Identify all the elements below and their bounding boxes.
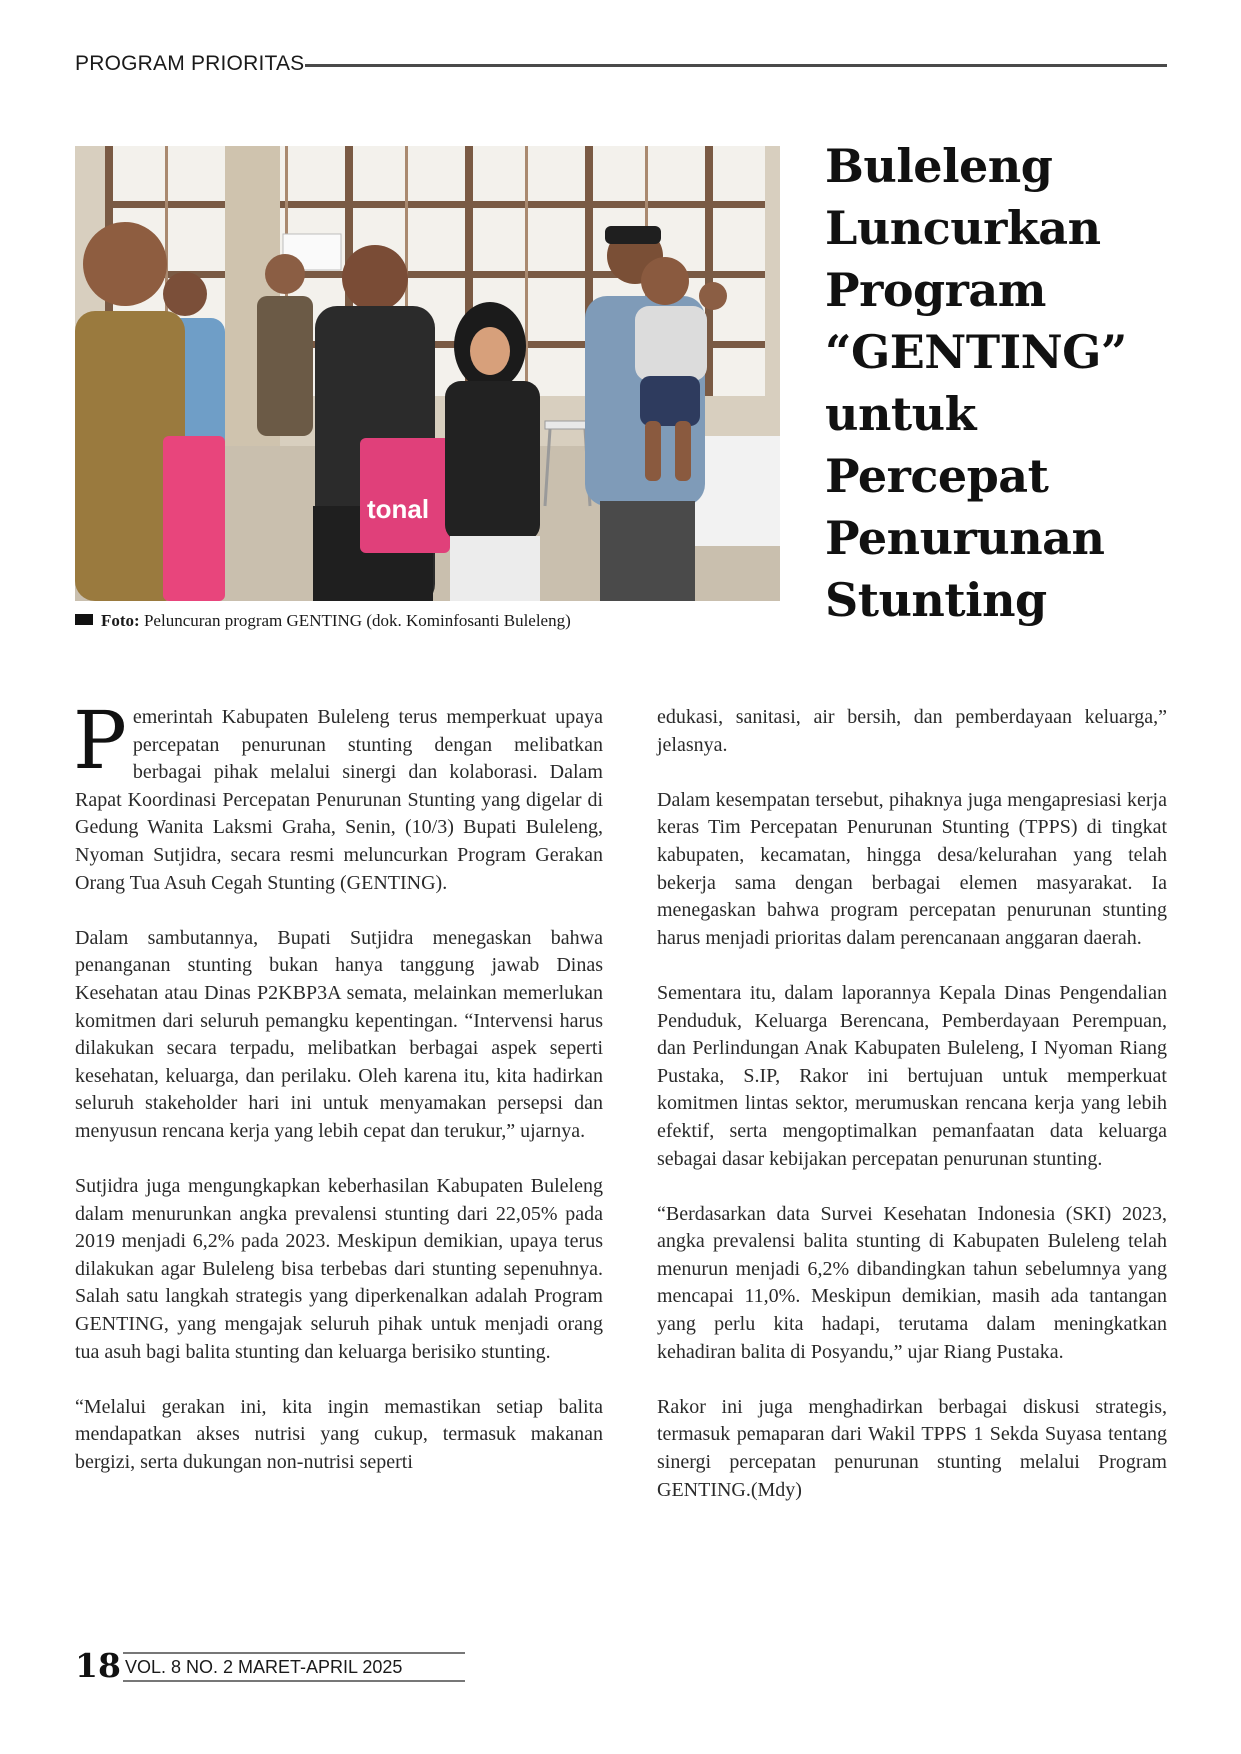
article-paragraph: “Melalui gerakan ini, kita ingin memastikan setiap balita mendapatkan akses nutrisi yang cukup, termasuk makanan bergizi, serta dukungan non-nutrisi seperti	[75, 1395, 603, 1474]
article-paragraph: “Berdasarkan data Survei Kesehatan Indonesia (SKI) 2023, angka prevalensi balita stunting di Kabupaten Buleleng telah menurun menjadi 6,2% dibandingkan tahun sebelumnya yang mencapai 11,0%. Meskipun demikian, masih ada tantangan yang perlu kita hadapi, terutama dalam meningkatkan kehadiran balita di Posyandu,” ujar Riang Pustaka.	[657, 1202, 1167, 1363]
article-headline: Buleleng Luncurkan Program “GENTING” untuk Percepat Penurunan Stunting	[825, 139, 1127, 627]
caption-label: Foto:	[101, 611, 140, 630]
caption-marker	[75, 614, 93, 625]
bag-print-text: tonal	[367, 494, 430, 524]
footer-divider-top	[123, 1652, 465, 1654]
article-paragraph: Dalam sambutannya, Bupati Sutjidra menegaskan bahwa penanganan stunting bukan hanya tanggung jawab Dinas Kesehatan atau Dinas P2KBP3A semata, melainkan memerlukan komitmen dari seluruh pemangku kepentingan. “Intervensi harus dilakukan secara terpadu, melibatkan berbagai aspek seperti kesehatan, keluarga, dan perilaku. Oleh karena itu, kita hadirkan seluruh stakeholder hari ini untuk menyamakan persepsi dan menyusun rencana kerja yang lebih cepat dan terukur,” ujarnya.	[75, 926, 603, 1142]
article-paragraph: Dalam kesempatan tersebut, pihaknya juga mengapresiasi kerja keras Tim Percepatan Penurunan Stunting (TPPS) di tingkat kabupaten, kecamatan, hingga desa/kelurahan yang telah bekerja sama dengan berbagai elemen masyarakat. Ia menegaskan bahwa program percepatan penurunan stunting harus menjadi prioritas dalam perencanaan anggaran daerah.	[657, 788, 1167, 949]
article-paragraph-intro	[73, 694, 603, 897]
section-divider	[305, 64, 1167, 67]
page-number: 18	[75, 1646, 121, 1685]
footer-divider-bottom	[123, 1680, 465, 1682]
article-photo	[75, 146, 780, 601]
article-paragraph: Rakor ini juga menghadirkan berbagai diskusi strategis, termasuk pemaparan dari Wakil TPPS 1 Sekda Suyasa tentang sinergi percepatan penurunan stunting melalui Program GENTING.(Mdy)	[657, 1395, 1167, 1501]
article-column-left	[73, 694, 603, 1504]
article-paragraph: edukasi, sanitasi, air bersih, dan pemberdayaan keluarga,” jelasnya.	[657, 706, 1167, 756]
article-column-right	[657, 704, 1167, 1532]
section-label: PROGRAM PRIORITAS	[75, 52, 305, 75]
caption-text: Peluncuran program GENTING (dok. Kominfosanti Buleleng)	[143, 611, 571, 630]
drop-cap: P	[73, 694, 127, 787]
issue-info: VOL. 8 NO. 2 MARET-APRIL 2025	[125, 1657, 403, 1677]
article-paragraph: Sutjidra juga mengungkapkan keberhasilan Kabupaten Buleleng dalam menurunkan angka prevalensi stunting dari 22,05% pada 2019 menjadi 6,2% pada 2023. Meskipun demikian, upaya terus dilakukan agar Buleleng bisa terbebas dari stunting sepenuhnya. Salah satu langkah strategis yang diperkenalkan adalah Program GENTING, yang mengajak seluruh pihak untuk menjadi orang tua asuh bagi balita stunting dan keluarga berisiko stunting.	[75, 1175, 603, 1363]
photo-caption	[75, 611, 571, 631]
page-footer	[75, 1644, 465, 1684]
article-paragraph: Sementara itu, dalam laporannya Kepala Dinas Pengendalian Penduduk, Keluarga Berencana, Pemberdayaan Perempuan, dan Perlindungan Anak Kabupaten Buleleng, I Nyoman Riang Pustaka, S.IP, Rakor ini bertujuan untuk memperkuat komitmen lintas sektor, merumuskan rencana kerja yang lebih efektif, serta mengoptimalkan pemanfaatan data keluarga sebagai dasar kebijakan percepatan penurunan stunting.	[657, 981, 1167, 1170]
intro-text: emerintah Kabupaten Buleleng terus memperkuat upaya percepatan penurunan stunting dengan melibatkan berbagai pihak melalui sinergi dan kolaborasi. Dalam Rapat Koordinasi Percepatan Penurunan Stunting yang digelar di Gedung Wanita Laksmi Graha, Senin, (10/3) Bupati Buleleng, Nyoman Sutjidra, secara resmi meluncurkan Program Gerakan Orang Tua Asuh Cegah Stunting (GENTING).	[75, 706, 603, 894]
section-header	[75, 50, 1167, 80]
